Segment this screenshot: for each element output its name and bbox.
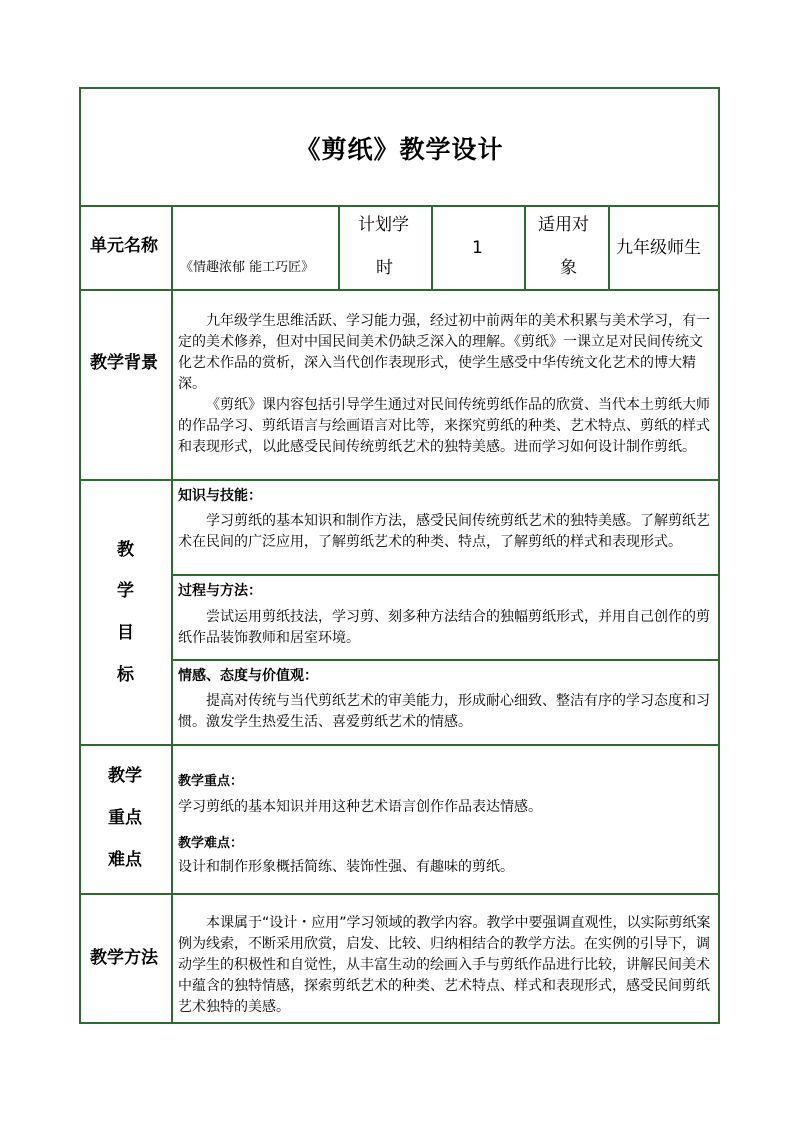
focus-text: 学习剪纸的基本知识并用这种艺术语言创作作品表达情感。 (178, 799, 542, 815)
column-divider (171, 205, 173, 1023)
row-divider (79, 893, 720, 895)
background-paragraph: 《剪纸》课内容包括引导学生通过对民间传统剪纸作品的欣赏、当代本土剪纸大师的作品学习、剪纸语言与绘画语言对比等，来探究剪纸的种类、艺术特点、剪纸的样式和表现形式，以此感受民间传统剪纸艺术的独特美感。进而学习如何设计制作剪纸。 (178, 397, 710, 455)
difficulty-text: 设计和制作形象概括简练、装饰性强、有趣味的剪纸。 (178, 859, 514, 875)
process-text: 尝试运用剪纸技法，学习剪、刻多种方法结合的独幅剪纸形式，并用自己创作的剪纸作品装饰教师和居室环境。 (178, 609, 710, 646)
goal-divider (172, 659, 720, 661)
row-divider (79, 205, 720, 207)
audience-value: 九年级师生 (616, 238, 701, 258)
unit-name-label: 单元名称 (90, 236, 158, 256)
keypoints-label-line: 教学 (108, 766, 142, 786)
method-label: 教学方法 (90, 948, 158, 968)
unit-name-value: 《情趣浓郁 能工巧匠》 (180, 260, 315, 275)
process-title: 过程与方法： (178, 583, 262, 599)
emotion-title: 情感、态度与价值观： (178, 668, 318, 684)
row-divider (79, 744, 720, 746)
background-paragraph: 九年级学生思维活跃、学习能力强，经过初中前两年的美术积累与美术学习，有一定的美术修养，但对中国民间美术仍缺乏深入的理解。《剪纸》一课立足对民间传统文化艺术作品的赏析，深入当代创作表现形式，使学生感受中华传统文化艺术的博大精深。 (178, 313, 710, 392)
goals-label-char: 目 (117, 623, 134, 643)
column-divider (608, 205, 610, 289)
plan-hours-label-1: 计划学 (358, 215, 409, 235)
audience-label-1: 适用对 (538, 215, 589, 235)
knowledge-text: 学习剪纸的基本知识和制作方法，感受民间传统剪纸艺术的独特美感。了解剪纸艺术在民间的广泛应用，了解剪纸艺术的种类、特点，了解剪纸的样式和表现形式。 (178, 513, 710, 550)
row-divider (79, 479, 720, 481)
knowledge-title: 知识与技能： (178, 488, 262, 504)
goals-label-char: 教 (117, 540, 134, 560)
goals-label-char: 学 (117, 581, 134, 601)
background-label: 教学背景 (90, 353, 158, 373)
difficulty-title: 教学难点： (178, 836, 244, 851)
keypoints-label-line: 难点 (108, 850, 142, 870)
column-divider (338, 205, 340, 289)
column-divider (524, 205, 526, 289)
plan-hours-label-2: 时 (376, 258, 393, 278)
plan-hours-value: 1 (472, 238, 483, 258)
page-title: 《剪纸》教学设计 (295, 135, 504, 164)
goals-label-char: 标 (117, 665, 134, 685)
goal-divider (172, 574, 720, 576)
audience-label-2: 象 (560, 258, 577, 278)
method-text: 本课属于“设计・应用”学习领域的教学内容。教学中要强调直观性，以实际剪纸案例为线索，不断采用欣赏，启发、比较、归纳相结合的教学方法。在实例的引导下，调动学生的积极性和自觉性，从丰富生动的绘画入手与剪纸作品进行比较，讲解民间美术中蕴含的独特情感，探索剪纸艺术的种类、艺术特点、样式和表现形式，感受民间剪纸艺术独特的美感。 (178, 915, 711, 1015)
row-divider (79, 289, 720, 291)
emotion-text: 提高对传统与当代剪纸艺术的审美能力，形成耐心细致、整洁有序的学习态度和习惯。激发学生热爱生活、喜爱剪纸艺术的情感。 (178, 693, 710, 730)
focus-title: 教学重点： (178, 774, 244, 789)
keypoints-label-line: 重点 (108, 808, 142, 828)
column-divider (431, 205, 433, 289)
